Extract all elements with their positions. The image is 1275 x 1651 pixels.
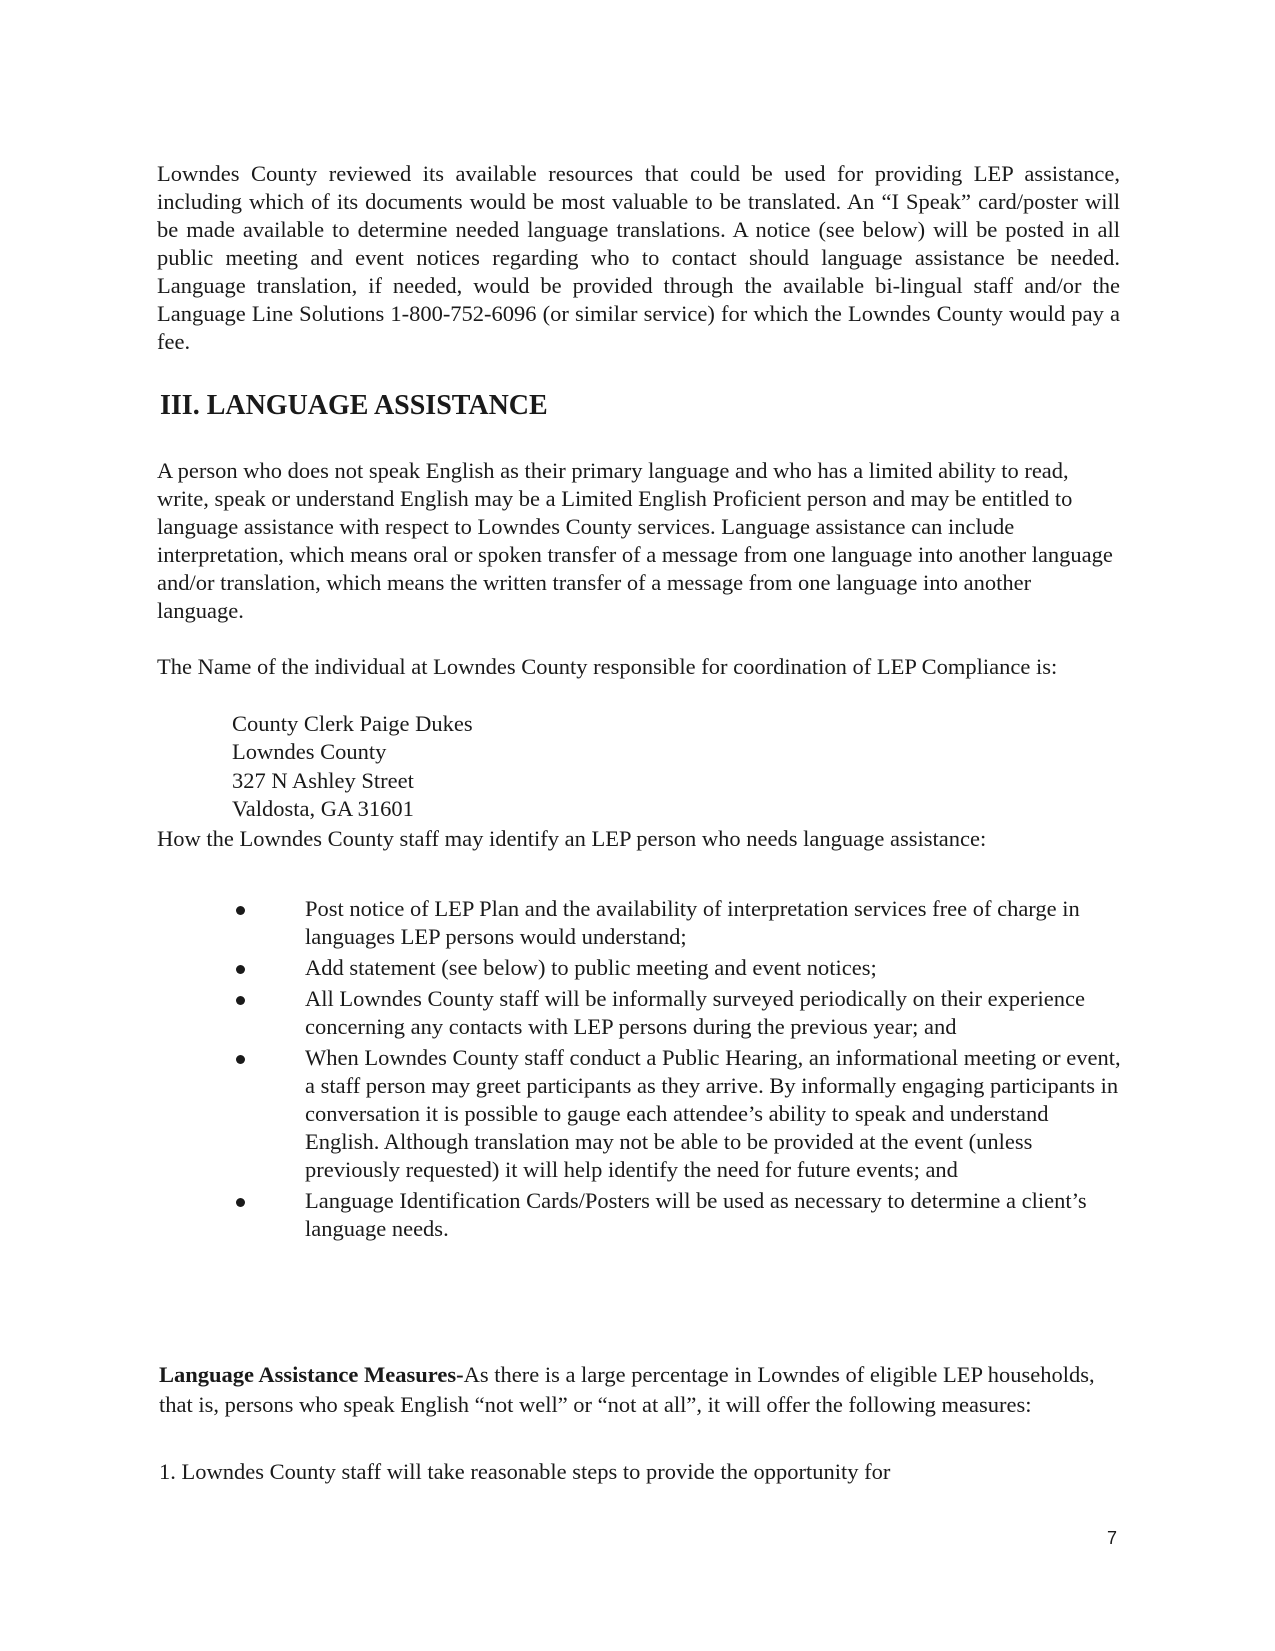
identification-list — [157, 895, 1122, 1246]
bullet-icon — [236, 1055, 245, 1064]
list-item: Language Identification Cards/Posters will be used as necessary to determine a client’s language needs. — [157, 1187, 1122, 1243]
measure-item-1: 1. Lowndes County staff will take reasonable steps to provide the opportunity for — [159, 1459, 891, 1484]
measures-paragraph — [159, 1360, 1124, 1420]
section-heading: III. LANGUAGE ASSISTANCE — [160, 390, 548, 421]
coordinator-intro-paragraph: The Name of the individual at Lowndes County responsible for coordination of LEP Compliance is: — [157, 654, 1058, 679]
list-item: Post notice of LEP Plan and the availability of interpretation services free of charge in languages LEP persons would understand; — [157, 895, 1122, 951]
bullet-icon — [236, 996, 245, 1005]
coordinator-address — [232, 710, 473, 823]
list-item: When Lowndes County staff conduct a Public Hearing, an informational meeting or event, a staff person may greet participants as they arrive. By informally engaging participants in conversation it is possible to gauge each attendee’s ability to speak and understand English. Although translation may not be able to be provided at the event (unless previously requested) it will help identify the need for future events; and — [157, 1044, 1122, 1184]
document-page — [157, 160, 1122, 1484]
address-line-city: Valdosta, GA 31601 — [232, 795, 414, 821]
address-line-street: 327 N Ashley Street — [232, 767, 414, 793]
address-line-name: County Clerk Paige Dukes — [232, 711, 473, 736]
identify-intro-paragraph: How the Lowndes County staff may identify an LEP person who needs language assistance: — [157, 826, 987, 851]
bullet-icon — [236, 965, 245, 974]
lep-definition-paragraph: A person who does not speak English as their primary language and who has a limited ability to read, write, speak or understand English may be a Limited English Proficient person and may be entitled to language assistance with respect to Lowndes County services. Language assistance can include interpretation, which means oral or spoken transfer of a message from one language into another language and/or translation, which means the written transfer of a message from one language into another language. — [157, 458, 1113, 623]
resources-paragraph: Lowndes County reviewed its available resources that could be used for providing LEP assistance, including which of its documents would be most valuable to be translated. An “I Speak” card/poster will be made available to determine needed language translations. A notice (see below) will be posted in all public meeting and event notices regarding who to contact should language assistance be needed. Language translation, if needed, would be provided through the available bi-lingual staff and/or the Language Line Solutions 1-800-752-6096 (or similar service) for which the Lowndes County would pay a fee. — [157, 161, 1120, 354]
page-number: 7 — [1107, 1528, 1118, 1548]
list-item: All Lowndes County staff will be informally surveyed periodically on their experience concerning any contacts with LEP persons during the previous year; and — [157, 985, 1122, 1041]
list-item: Add statement (see below) to public meeting and event notices; — [157, 954, 1122, 982]
measures-text: As there is a large percentage in Lowndes of eligible LEP households, that is, persons who speak English “not well” or “not at all”, it will offer the following measures: — [159, 1362, 1095, 1417]
bullet-icon — [236, 906, 245, 915]
measures-label: Language Assistance Measures- — [159, 1362, 464, 1387]
bullet-icon — [236, 1198, 245, 1207]
address-line-org: Lowndes County — [232, 739, 387, 765]
